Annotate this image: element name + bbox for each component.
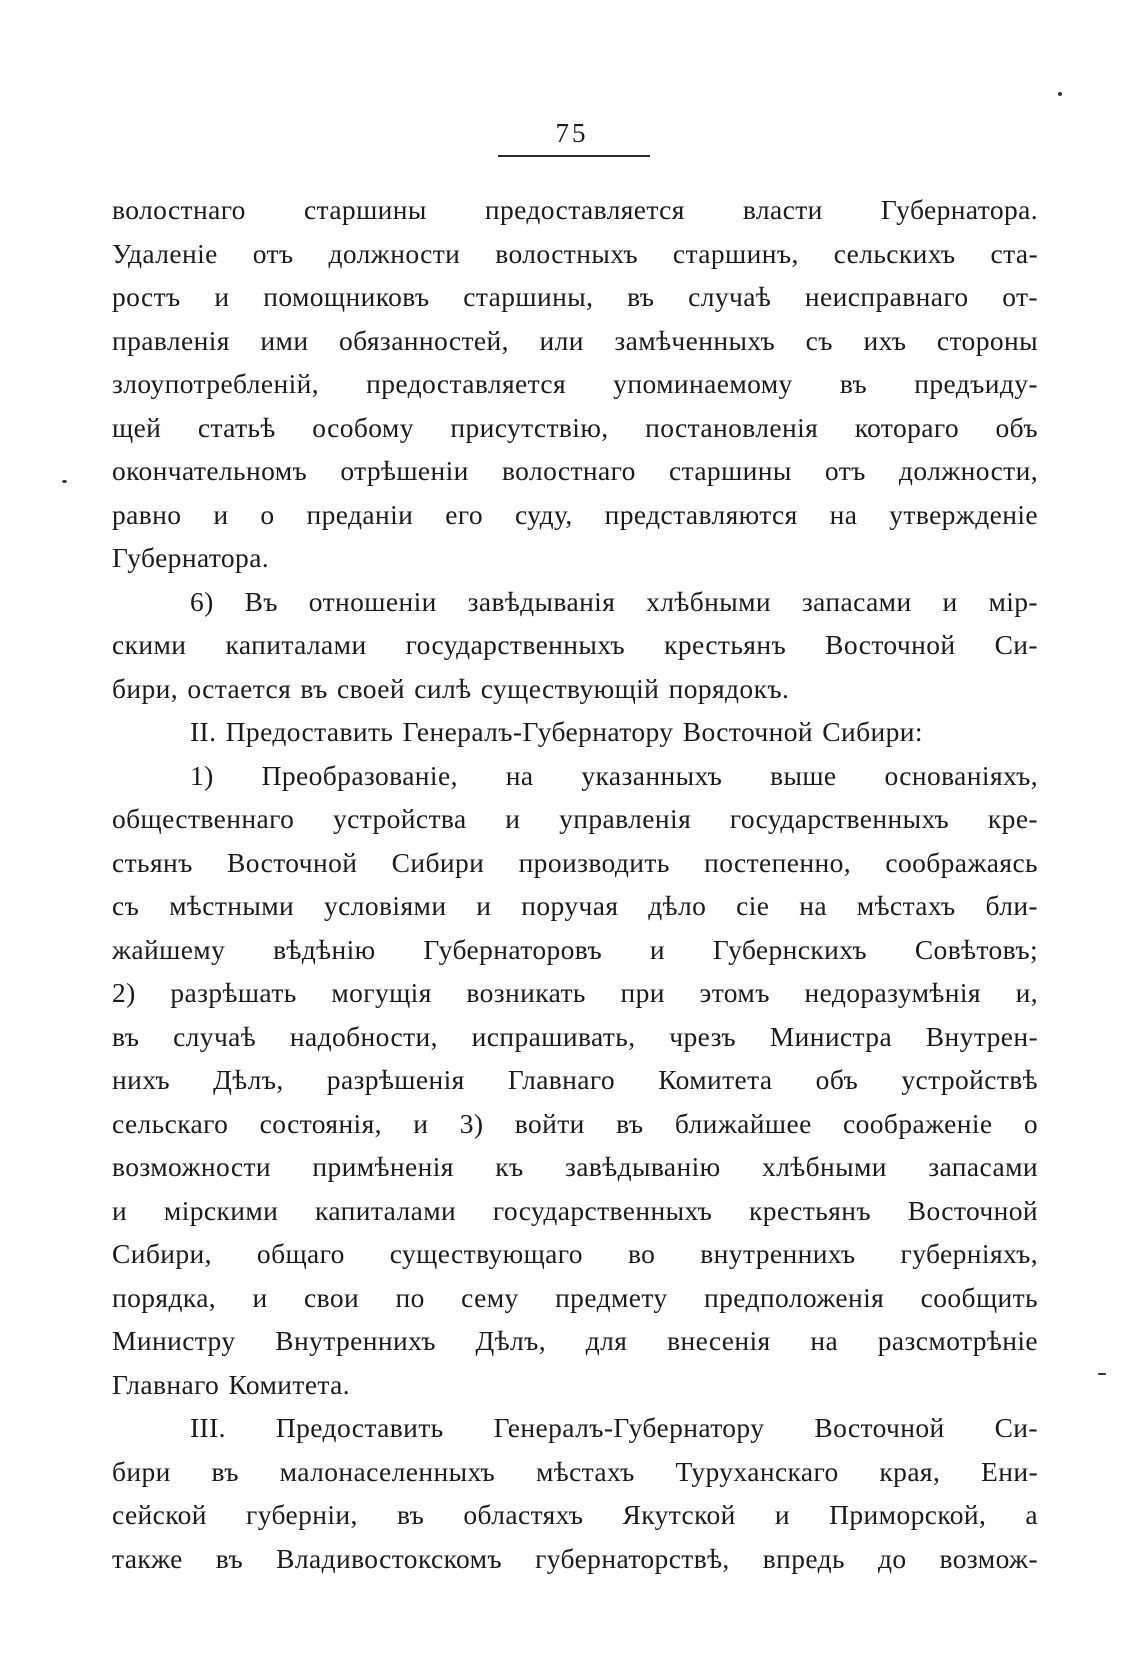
- text-line: ростъ и помощниковъ старшины, въ случаѣ неисправнаго от-: [112, 281, 1038, 312]
- text-line: стьянъ Восточной Сибири производить постепенно, соображаясь: [112, 846, 1038, 878]
- text-line: также въ Владивостокскомъ губернаторствѣ, впредь до возмож-: [112, 1542, 1038, 1574]
- text-line: нихъ Дѣлъ, разрѣшенія Главнаго Комитета объ устройствѣ: [112, 1064, 1038, 1095]
- text-line: сельскаго состоянія, и 3) войти въ ближайшее соображеніе о: [112, 1107, 1038, 1139]
- text-line: Сибири, общаго существующаго во внутреннихъ губерніяхъ,: [112, 1238, 1038, 1269]
- header-rule: [498, 155, 650, 157]
- text-line: сейской губерніи, въ областяхъ Якутской и Приморской, а: [112, 1499, 1038, 1530]
- text-line: скими капиталами государственныхъ крестьянъ Восточной Си-: [112, 629, 1038, 660]
- text-line: окончательномъ отрѣшеніи волостнаго старшины отъ должности,: [112, 455, 1038, 486]
- text-line: бири въ малонаселенныхъ мѣстахъ Туруханскаго края, Ени-: [112, 1455, 1038, 1487]
- page-header: [0, 118, 1140, 149]
- text-line: порядка, и свои по сему предмету предположенія сообщить: [112, 1281, 1038, 1313]
- section-heading-line: III. Предоставить Генералъ-Губернатору Восточной Си-: [190, 1412, 1038, 1443]
- text-line: злоупотребленій, предоставляется упоминаемому въ предъиду-: [112, 368, 1038, 399]
- text-line: 1) Преобразованіе, на указанныхъ выше основаніяхъ,: [190, 759, 1038, 791]
- body-text: [112, 188, 1038, 1580]
- text-line: Министру Внутреннихъ Дѣлъ, для внесенія на разсмотрѣніе: [112, 1325, 1038, 1356]
- text-line: жайшему вѣдѣнію Губернаторовъ и Губернскихъ Совѣтовъ;: [112, 933, 1038, 965]
- text-line: Удаленіе отъ должности волостныхъ старшинъ, сельскихъ ста-: [112, 237, 1038, 269]
- text-line: 2) разрѣшать могущія возникать при этомъ недоразумѣнія и,: [112, 977, 1038, 1008]
- section-heading-line: II. Предоставить Генералъ-Губернатору Восточной Сибири:: [190, 716, 923, 747]
- text-line: бири, остается въ своей силѣ существующій порядокъ.: [112, 672, 790, 704]
- text-line: съ мѣстными условіями и поручая дѣло сіе на мѣстахъ бли-: [112, 890, 1038, 921]
- text-line: правленія ими обязанностей, или замѣченныхъ съ ихъ стороны: [112, 324, 1038, 356]
- text-line: Главнаго Комитета.: [112, 1368, 351, 1400]
- text-line: щей статьѣ особому присутствію, постановленія котораго объ: [112, 411, 1038, 443]
- text-line: Губернатора.: [112, 542, 270, 573]
- scan-speck: [1058, 92, 1062, 96]
- text-line: возможности примѣненія къ завѣдыванію хлѣбными запасами: [112, 1151, 1038, 1182]
- text-line: въ случаѣ надобности, испрашивать, чрезъ Министра Внутрен-: [112, 1020, 1038, 1052]
- text-line: волостнаго старшины предоставляется власти Губернатора.: [112, 194, 1038, 225]
- text-line: общественнаго устройства и управленія государственныхъ кре-: [112, 803, 1038, 834]
- text-line: 6) Въ отношеніи завѣдыванія хлѣбными запасами и мір-: [190, 585, 1038, 617]
- text-line: и мірскими капиталами государственныхъ крестьянъ Восточной: [112, 1194, 1038, 1226]
- text-line: равно и о преданіи его суду, представляются на утвержденіе: [112, 498, 1038, 530]
- scan-speck: [1098, 1373, 1106, 1375]
- page-number: 75: [555, 118, 589, 148]
- scan-speck: [62, 480, 67, 483]
